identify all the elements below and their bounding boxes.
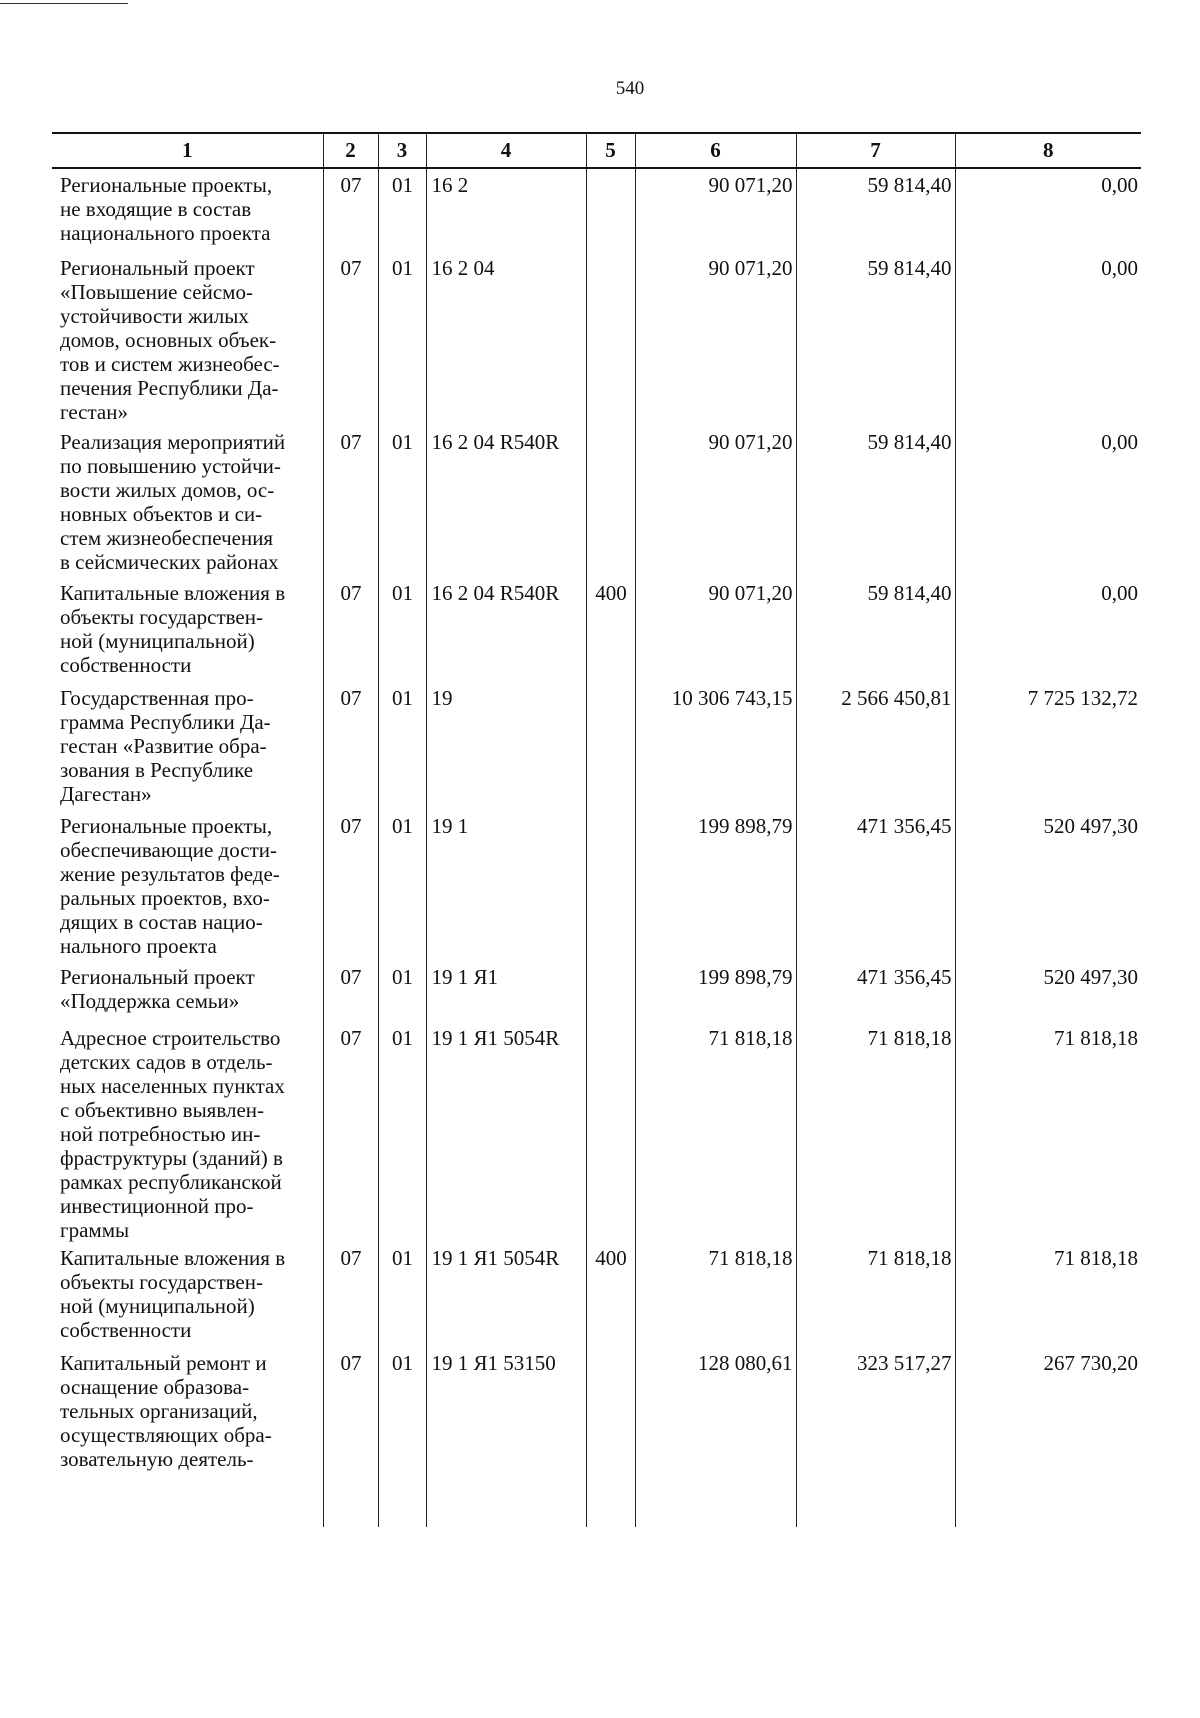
- table-body: [52, 168, 1141, 1527]
- section-code-cell: 07: [323, 168, 378, 252]
- section-code-cell: 07: [323, 252, 378, 426]
- expense-type-cell: [586, 810, 635, 961]
- section-code-cell: 07: [323, 1022, 378, 1242]
- section-code-cell: 07: [323, 577, 378, 682]
- amount-column-6-cell: 90 071,20: [635, 168, 796, 252]
- target-article-cell: 19 1 Я1 5054R: [426, 1022, 586, 1242]
- column-header-3: 3: [378, 133, 426, 168]
- table-row: [52, 1347, 1141, 1527]
- expense-type-cell: [586, 1347, 635, 1527]
- section-code-cell: 07: [323, 682, 378, 810]
- amount-column-7-cell: 323 517,27: [796, 1347, 955, 1527]
- table-row: [52, 961, 1141, 1022]
- target-article-cell: 16 2: [426, 168, 586, 252]
- amount-column-8-cell: 71 818,18: [955, 1022, 1141, 1242]
- table-row: [52, 252, 1141, 426]
- amount-column-6-cell: 10 306 743,15: [635, 682, 796, 810]
- column-header-7: 7: [796, 133, 955, 168]
- expense-type-cell: 400: [586, 577, 635, 682]
- row-name-cell: Государственная про- грамма Республики Да- гестан «Развитие обра- зования в Республике Дагестан»: [52, 682, 323, 810]
- expense-type-cell: [586, 682, 635, 810]
- header-row: [52, 133, 1141, 168]
- amount-column-7-cell: 71 818,18: [796, 1242, 955, 1347]
- column-header-5: 5: [586, 133, 635, 168]
- subsection-code-cell: 01: [378, 168, 426, 252]
- amount-column-6-cell: 71 818,18: [635, 1242, 796, 1347]
- top-rule: [0, 3, 128, 4]
- column-header-1: 1: [52, 133, 323, 168]
- table-row: [52, 168, 1141, 252]
- amount-column-8-cell: 71 818,18: [955, 1242, 1141, 1347]
- row-name-cell: Капитальный ремонт и оснащение образова- тельных организаций, осуществляющих обра- зовательную деятель-: [52, 1347, 323, 1527]
- target-article-cell: 16 2 04 R540R: [426, 426, 586, 577]
- amount-column-8-cell: 0,00: [955, 252, 1141, 426]
- section-code-cell: 07: [323, 810, 378, 961]
- row-name-cell: Капитальные вложения в объекты государствен- ной (муниципальной) собственности: [52, 577, 323, 682]
- row-name-cell: Реализация мероприятий по повышению устойчи- вости жилых домов, ос- новных объектов и си- стем жизнеобеспечения в сейсмических районах: [52, 426, 323, 577]
- section-code-cell: 07: [323, 1347, 378, 1527]
- amount-column-8-cell: 7 725 132,72: [955, 682, 1141, 810]
- table-row: [52, 682, 1141, 810]
- table-row: [52, 577, 1141, 682]
- amount-column-6-cell: 199 898,79: [635, 810, 796, 961]
- section-code-cell: 07: [323, 1242, 378, 1347]
- table-row: [52, 810, 1141, 961]
- amount-column-7-cell: 471 356,45: [796, 961, 955, 1022]
- row-name-cell: Региональные проекты, не входящие в состав национального проекта: [52, 168, 323, 252]
- target-article-cell: 19 1 Я1 53150: [426, 1347, 586, 1527]
- row-name-cell: Региональные проекты, обеспечивающие дости- жение результатов феде- ральных проектов, вхо- дящих в состав нацио- нального проекта: [52, 810, 323, 961]
- subsection-code-cell: 01: [378, 1242, 426, 1347]
- amount-column-7-cell: 71 818,18: [796, 1022, 955, 1242]
- subsection-code-cell: 01: [378, 252, 426, 426]
- column-header-6: 6: [635, 133, 796, 168]
- budget-table-container: [52, 132, 1141, 1527]
- target-article-cell: 16 2 04 R540R: [426, 577, 586, 682]
- amount-column-7-cell: 59 814,40: [796, 426, 955, 577]
- row-name-cell: Капитальные вложения в объекты государствен- ной (муниципальной) собственности: [52, 1242, 323, 1347]
- amount-column-6-cell: 90 071,20: [635, 577, 796, 682]
- table-row: [52, 1022, 1141, 1242]
- expense-type-cell: [586, 252, 635, 426]
- target-article-cell: 19 1: [426, 810, 586, 961]
- column-header-4: 4: [426, 133, 586, 168]
- subsection-code-cell: 01: [378, 1347, 426, 1527]
- amount-column-6-cell: 128 080,61: [635, 1347, 796, 1527]
- amount-column-7-cell: 471 356,45: [796, 810, 955, 961]
- target-article-cell: 19 1 Я1: [426, 961, 586, 1022]
- table-row: [52, 426, 1141, 577]
- budget-table: [52, 132, 1141, 1527]
- table-row: [52, 1242, 1141, 1347]
- amount-column-8-cell: 267 730,20: [955, 1347, 1141, 1527]
- amount-column-8-cell: 520 497,30: [955, 810, 1141, 961]
- page-number: 540: [615, 78, 645, 99]
- amount-column-6-cell: 199 898,79: [635, 961, 796, 1022]
- amount-column-8-cell: 520 497,30: [955, 961, 1141, 1022]
- subsection-code-cell: 01: [378, 577, 426, 682]
- amount-column-6-cell: 90 071,20: [635, 426, 796, 577]
- expense-type-cell: [586, 1022, 635, 1242]
- amount-column-7-cell: 2 566 450,81: [796, 682, 955, 810]
- section-code-cell: 07: [323, 426, 378, 577]
- expense-type-cell: [586, 168, 635, 252]
- subsection-code-cell: 01: [378, 682, 426, 810]
- expense-type-cell: 400: [586, 1242, 635, 1347]
- row-name-cell: Региональный проект «Поддержка семьи»: [52, 961, 323, 1022]
- subsection-code-cell: 01: [378, 1022, 426, 1242]
- target-article-cell: 19 1 Я1 5054R: [426, 1242, 586, 1347]
- subsection-code-cell: 01: [378, 961, 426, 1022]
- amount-column-7-cell: 59 814,40: [796, 252, 955, 426]
- amount-column-6-cell: 71 818,18: [635, 1022, 796, 1242]
- column-header-2: 2: [323, 133, 378, 168]
- target-article-cell: 16 2 04: [426, 252, 586, 426]
- amount-column-8-cell: 0,00: [955, 426, 1141, 577]
- amount-column-8-cell: 0,00: [955, 577, 1141, 682]
- subsection-code-cell: 01: [378, 426, 426, 577]
- expense-type-cell: [586, 961, 635, 1022]
- amount-column-7-cell: 59 814,40: [796, 577, 955, 682]
- expense-type-cell: [586, 426, 635, 577]
- column-header-8: 8: [955, 133, 1141, 168]
- row-name-cell: Адресное строительство детских садов в отдель- ных населенных пунктах с объективно выявлен- ной потребностью ин- фраструктуры (зданий) в рамках республиканской инвестиционной про- граммы: [52, 1022, 323, 1242]
- amount-column-6-cell: 90 071,20: [635, 252, 796, 426]
- row-name-cell: Региональный проект «Повышение сейсмо- устойчивости жилых домов, основных объек- тов и систем жизнеобес- печения Республики Да- гестан»: [52, 252, 323, 426]
- target-article-cell: 19: [426, 682, 586, 810]
- section-code-cell: 07: [323, 961, 378, 1022]
- amount-column-8-cell: 0,00: [955, 168, 1141, 252]
- subsection-code-cell: 01: [378, 810, 426, 961]
- amount-column-7-cell: 59 814,40: [796, 168, 955, 252]
